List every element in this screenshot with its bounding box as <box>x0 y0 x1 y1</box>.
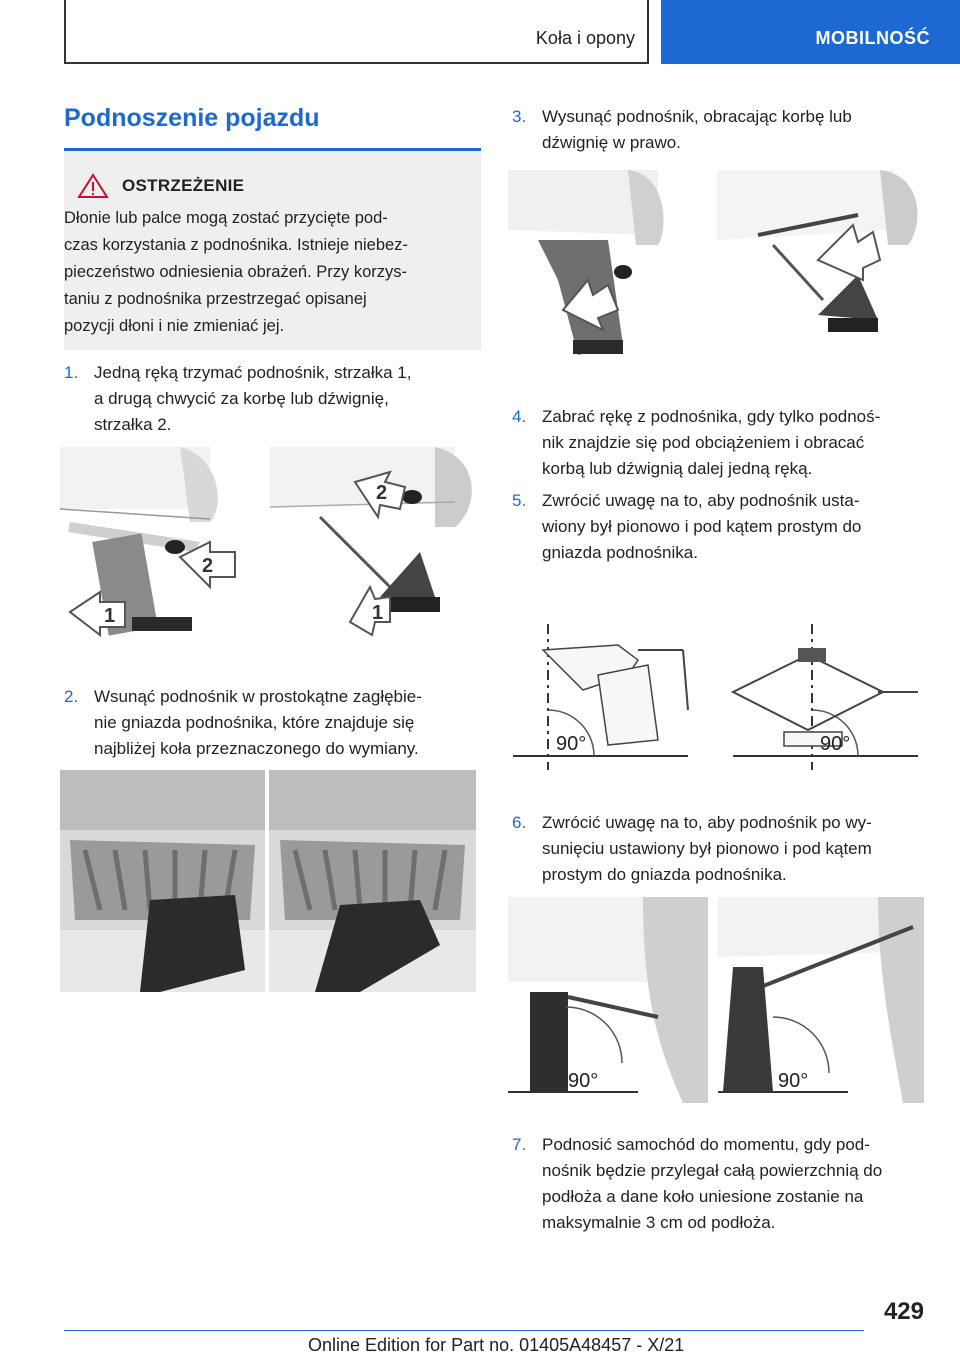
step-number: 1. <box>64 363 79 382</box>
step-4 <box>512 404 907 482</box>
step-7 <box>512 1132 907 1236</box>
figure-jack-extended-right-angle <box>508 897 924 1103</box>
step-line: Zwrócić uwagę na to, aby podnośnik usta- <box>542 491 860 510</box>
arrow-label-1-right: 1 <box>372 602 384 624</box>
header-section-box <box>64 0 649 64</box>
step-2 <box>64 684 459 762</box>
figure-jack-socket <box>60 770 476 992</box>
step-line: Zwrócić uwagę na to, aby podnośnik po wy- <box>542 813 872 832</box>
step-number: 2. <box>64 687 79 706</box>
warning-text <box>64 205 481 340</box>
header-chapter-tab[interactable] <box>661 0 960 64</box>
figure-jack-crank <box>508 170 924 360</box>
warning-box <box>64 148 481 350</box>
angle-label-left-photo: 90° <box>568 1070 599 1092</box>
arrow-label-2-right: 2 <box>376 482 388 504</box>
step-6 <box>512 810 907 888</box>
step-line: gniazda podnośnika. <box>542 543 698 562</box>
figure-jack-hand-placement <box>60 447 476 644</box>
footer-divider <box>64 1330 864 1331</box>
step-number: 3. <box>512 107 527 126</box>
figure-jack-right-angle-diagram <box>508 620 924 770</box>
warning-line: pozycji dłoni i nie zmieniać jej. <box>64 317 285 335</box>
step-line: najbliżej koła przeznaczonego do wymiany. <box>94 739 419 758</box>
step-line: wiony był pionowo i pod kątem prostym do <box>542 517 862 536</box>
step-number: 4. <box>512 407 527 426</box>
step-5 <box>512 488 907 566</box>
step-line: maksymalnie 3 cm od podłoża. <box>542 1213 776 1232</box>
step-line: korbą lub dźwignią dalej jedną ręką. <box>542 459 813 478</box>
header-chapter-label: MOBILNOŚĆ <box>815 28 930 48</box>
step-line: podłoża a dane koło uniesione zostanie na <box>542 1187 864 1206</box>
warning-line: pieczeństwo odniesienia obrażeń. Przy korzys- <box>64 263 407 281</box>
step-3 <box>512 104 907 156</box>
step-line: Wysunąć podnośnik, obracając korbę lub <box>542 107 852 126</box>
step-line: Podnosić samochód do momentu, gdy pod- <box>542 1135 870 1154</box>
arrow-label-1: 1 <box>104 605 116 627</box>
step-line: Zabrać rękę z podnośnika, gdy tylko podnoś- <box>542 407 881 426</box>
step-number: 5. <box>512 491 527 510</box>
step-line: Jedną ręką trzymać podnośnik, strzałka 1, <box>94 363 412 382</box>
step-line: a drugą chwycić za korbę lub dźwignię, <box>94 389 389 408</box>
page-title: Podnoszenie pojazdu <box>64 104 320 132</box>
footer-edition: Online Edition for Part no. 01405A48457 - X/21 <box>308 1335 685 1355</box>
step-1 <box>64 360 459 438</box>
warning-triangle-icon <box>76 173 110 199</box>
angle-label-right-photo: 90° <box>778 1070 809 1092</box>
warning-header <box>76 173 481 199</box>
warning-line: Dłonie lub palce mogą zostać przycięte pod- <box>64 209 388 227</box>
step-number: 6. <box>512 813 527 832</box>
arrow-label-2: 2 <box>202 555 214 577</box>
step-number: 7. <box>512 1135 527 1154</box>
angle-label-left: 90° <box>556 733 587 755</box>
header-section-title: Koła i opony <box>535 28 635 48</box>
warning-heading: OSTRZEŻENIE <box>122 176 245 195</box>
step-line: nik znajdzie się pod obciążeniem i obracać <box>542 433 865 452</box>
page-number: 429 <box>883 1298 924 1325</box>
warning-line: czas korzystania z podnośnika. Istnieje niebez- <box>64 236 408 254</box>
step-line: dźwignię w prawo. <box>542 133 681 152</box>
step-line: strzałka 2. <box>94 415 172 434</box>
step-line: sunięciu ustawiony był pionowo i pod kątem <box>542 839 872 858</box>
step-line: Wsunąć podnośnik w prostokątne zagłębie- <box>94 687 422 706</box>
step-line: prostym do gniazda podnośnika. <box>542 865 787 884</box>
warning-line: taniu z podnośnika przestrzegać opisanej <box>64 290 367 308</box>
step-line: nośnik będzie przylegał całą powierzchnią do <box>542 1161 883 1180</box>
step-line: nie gniazda podnośnika, które znajduje się <box>94 713 415 732</box>
angle-label-right: 90° <box>820 733 851 755</box>
